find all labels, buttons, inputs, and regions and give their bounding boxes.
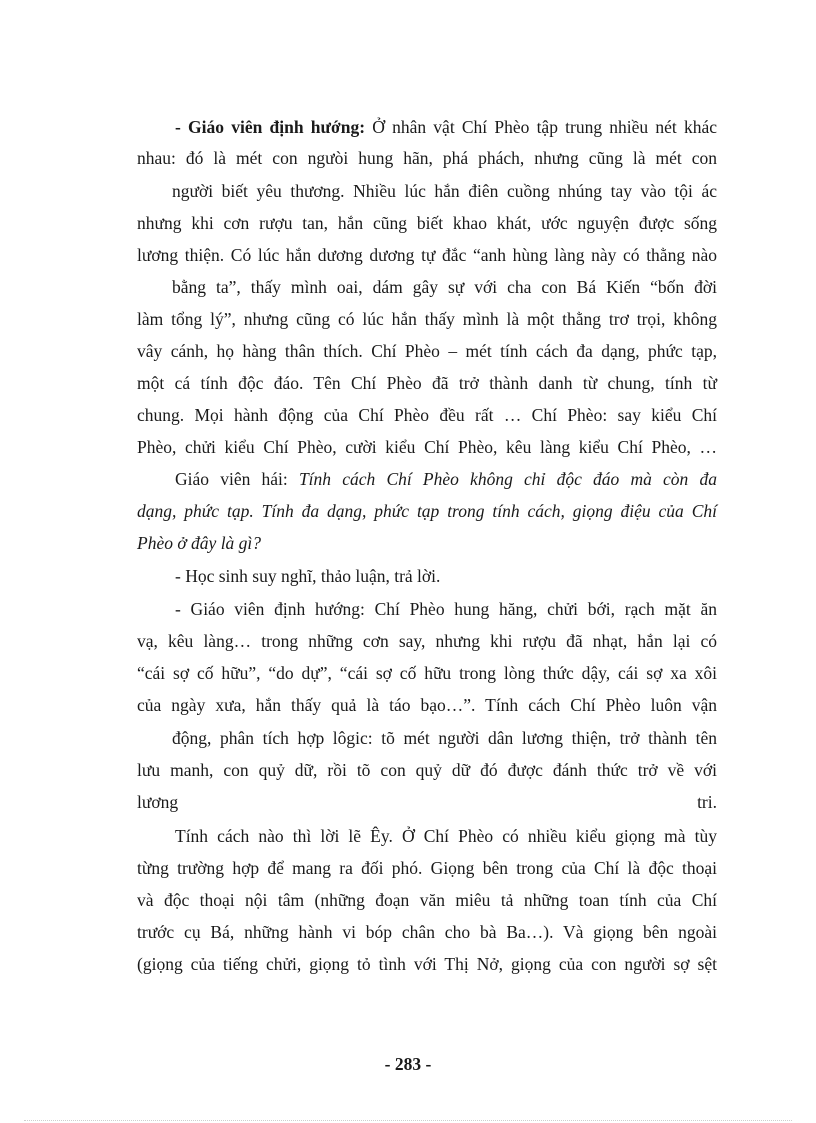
para1-line7: làm tổng lý”, nhưng cũng có lúc hắn thấy mình là một thằng trơ trọi, không: [137, 309, 717, 329]
page-number: - 283 -: [384, 1054, 432, 1074]
para4-line5: động, phân tích hợp lôgic: tõ mét người dân lương thiện, trở thành tên: [172, 728, 717, 748]
para1-line1: [175, 116, 717, 138]
para2-line2: dạng, phức tạp. Tính đa dạng, phức tạp trong tính cách, giọng điệu của Chí: [137, 501, 717, 521]
para1-label: - Giáo viên định hướng:: [175, 117, 366, 137]
para1-line8: vây cánh, họ hàng thân thích. Chí Phèo – mét tính cách đa dạng, phức tạp,: [137, 341, 717, 361]
para4-label: - Giáo viên định hướng:: [175, 599, 365, 619]
para1-line4: nhưng khi cơn rượu tan, hắn cũng biết khao khát, ước nguyện được sống: [137, 213, 717, 233]
para1-line10: chung. Mọi hành động của Chí Phèo đều rất … Chí Phèo: say kiểu Chí: [137, 405, 717, 425]
para4-line7-end: tri.: [697, 792, 717, 812]
para5-line4: trước cụ Bá, những hành vi bóp chân cho bà Ba…). Và giọng bên ngoài: [137, 922, 717, 942]
para5-line2: từng trường hợp để mang ra đối phó. Giọng bên trong của Chí là độc thoại: [137, 858, 717, 878]
para2-line1-text: Tính cách Chí Phèo không chỉ độc đáo mà còn đa: [287, 469, 717, 489]
para4-line4: của ngày xưa, hắn thấy quả là táo bạo…”. Tính cách Chí Phèo luôn vận: [137, 695, 717, 715]
para2-label: Giáo viên hái:: [175, 469, 288, 489]
para4-line7-start: lương: [137, 792, 179, 812]
para1-line6: bằng ta”, thấy mình oai, dám gây sự với cha con Bá Kiến “bốn đời: [172, 277, 717, 297]
para2-line3: Phèo ở đây là gì?: [137, 533, 262, 553]
para4-line3: “cái sợ cố hữu”, “do dự”, “cái sợ cố hữu trong lòng thức dậy, cái sợ xa xôi: [137, 663, 717, 683]
para4-line1-text: Chí Phèo hung hăng, chửi bới, rạch mặt ăn: [364, 599, 718, 619]
para1-line3: người biết yêu thương. Nhiều lúc hắn điên cuồng nhúng tay vào tội ác: [172, 181, 717, 201]
para4-line1: [175, 598, 717, 620]
para5-line1: Tính cách nào thì lời lẽ Êy. Ở Chí Phèo có nhiều kiểu giọng mà tùy: [175, 826, 717, 846]
para4-line2: vạ, kêu làng… trong những cơn say, nhưng khi rượu đã nhạt, hắn lại có: [137, 631, 717, 651]
para4-line7: [137, 791, 717, 813]
para5-line3: và độc thoại nội tâm (những đoạn văn miêu tả những toan tính của Chí: [137, 890, 717, 910]
para3-line1: - Học sinh suy nghĩ, thảo luận, trả lời.: [175, 566, 441, 586]
footer-divider: [24, 1120, 792, 1121]
para4-line6: lưu manh, con quỷ dữ, rồi tõ con quỷ dữ đó được đánh thức trở về với: [137, 760, 717, 780]
para2-line1: [175, 468, 717, 490]
para1-line5: lương thiện. Có lúc hắn dương dương tự đắc “anh hùng làng này có thằng nào: [137, 245, 717, 265]
para1-line11: Phèo, chửi kiểu Chí Phèo, cười kiểu Chí Phèo, kêu làng kiểu Chí Phèo, …: [137, 437, 717, 457]
para5-line5: (giọng của tiếng chửi, giọng tỏ tình với Thị Nở, giọng của con người sợ sệt: [137, 954, 717, 974]
para1-line2: nhau: đó là mét con ngưòi hung hãn, phá phách, nhưng cũng là mét con: [137, 148, 717, 168]
para1-line9: một cá tính độc đáo. Tên Chí Phèo đã trở thành danh từ chung, tính từ: [137, 373, 717, 393]
para1-line1-text: Ở nhân vật Chí Phèo tập trung nhiều nét khác: [365, 117, 717, 137]
